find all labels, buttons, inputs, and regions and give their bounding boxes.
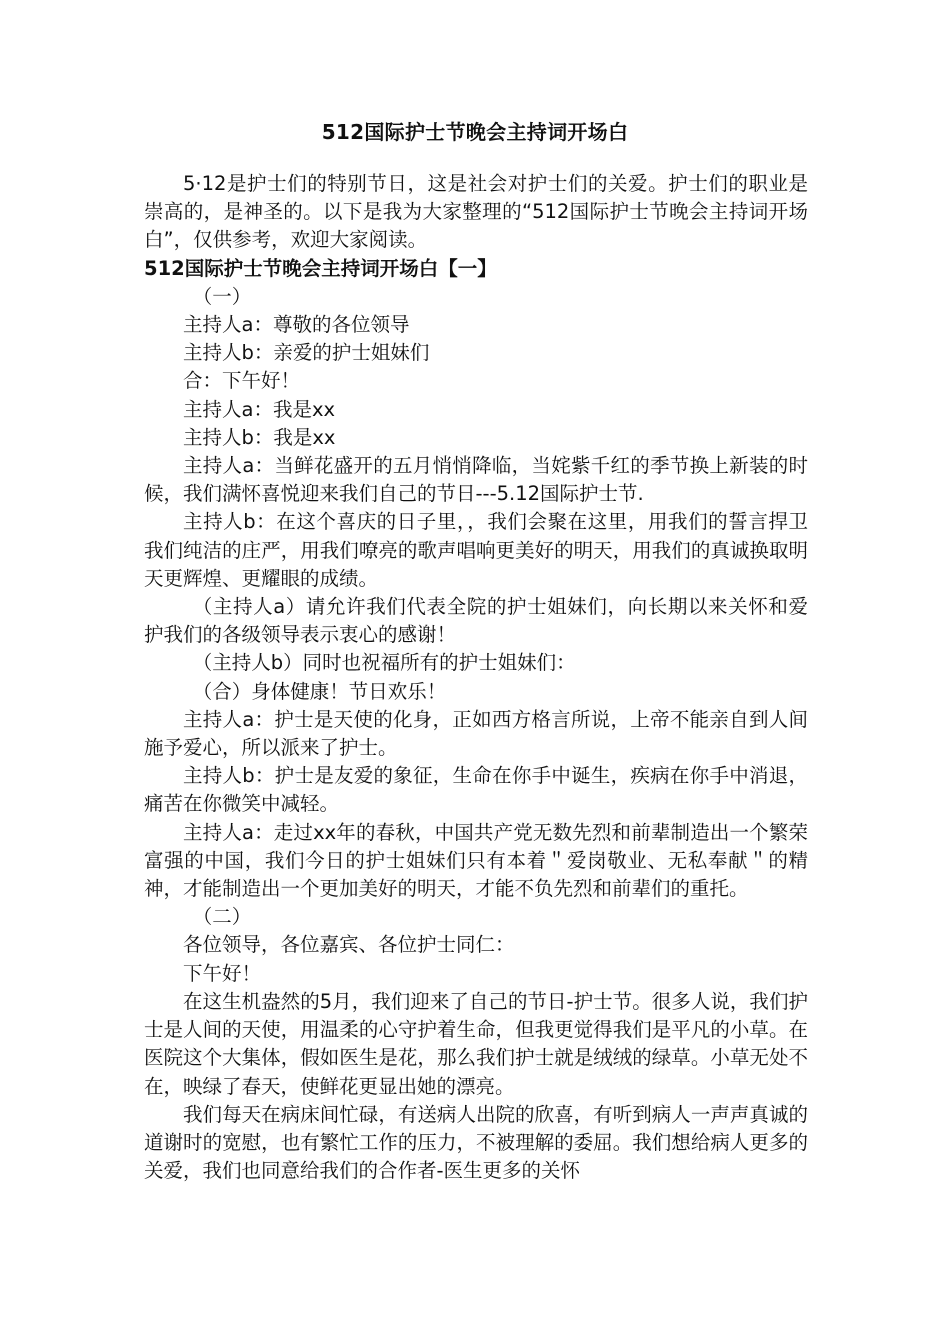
body-paragraph: 合：下午好！ xyxy=(183,369,301,393)
body-paragraph: 下午好！ xyxy=(183,961,262,985)
body-paragraph: 主持人b：护士是友爱的象征，生命在你手中诞生，疾病在你手中消退，痛苦在你微笑中减轻。 xyxy=(144,764,808,816)
body-paragraph: （主持人b）同时也祝福所有的护士姐妹们： xyxy=(192,651,576,675)
body-paragraph: 主持人a：护士是天使的化身，正如西方格言所说，上帝不能亲自到人间施予爱心，所以派来了护士。 xyxy=(144,707,808,760)
body-paragraph: 我们每天在病床间忙碌，有送病人出院的欣喜，有听到病人一声声真诚的道谢时的宽慰，也有繁忙工作的压力，不被理解的委屈。我们想给病人更多的关爱，我们也同意给我们的合作者-医生更多的关怀 xyxy=(144,1102,808,1183)
body-paragraph: 在这生机盎然的5月，我们迎来了自己的节日-护士节。很多人说，我们护士是人间的天使，用温柔的心守护着生命，但我更觉得我们是平凡的小草。在医院这个大集体，假如医生是花，那么我们护士就是绒绒的绿草。小草无处不在，映绿了春天，使鲜花更显出她的漂亮。 xyxy=(144,989,808,1098)
subsection-marker: （二） xyxy=(192,905,252,929)
section-heading: 512国际护士节晚会主持词开场白【一】 xyxy=(144,256,497,280)
body-paragraph: （主持人a）请允许我们代表全院的护士姐妹们，向长期以来关怀和爱护我们的各级领导表示衷心的感谢！ xyxy=(144,595,808,647)
body-paragraph: 主持人b：在这个喜庆的日子里，，我们会聚在这里，用我们的誓言捍卫我们纯洁的庄严，用我们嘹亮的歌声唱响更美好的明天，用我们的真诚换取明天更辉煌、更耀眼的成绩。 xyxy=(144,510,808,590)
document-body xyxy=(144,170,808,1185)
body-paragraph: 主持人a：走过xx年的春秋，中国共产党无数先烈和前辈制造出一个繁荣富强的中国，我们今日的护士姐妹们只有本着＂爱岗敬业、无私奉献＂的精神，才能制造出一个更加美好的明天，才能不负先烈和前辈们的重托。 xyxy=(144,820,808,901)
body-paragraph: 主持人a：当鲜花盛开的五月悄悄降临，当姹紫千红的季节换上新装的时候，我们满怀喜悦迎来我们自己的节日---5.12国际护士节. xyxy=(144,454,808,506)
body-paragraph: （合）身体健康！节日欢乐！ xyxy=(192,679,447,703)
body-paragraph: 主持人a：尊敬的各位领导 xyxy=(183,313,410,337)
subsection-marker: （一） xyxy=(192,284,252,308)
body-paragraph: 主持人b：亲爱的护士姐妹们 xyxy=(183,341,430,365)
intro-paragraph: 5·12是护士们的特别节日，这是社会对护士们的关爱。护士们的职业是崇高的，是神圣的。以下是我为大家整理的“512国际护士节晚会主持词开场白”，仅供参考，欢迎大家阅读。 xyxy=(144,172,808,252)
body-paragraph: 各位领导，各位嘉宾、各位护士同仁： xyxy=(183,933,515,957)
document-title: 512国际护士节晚会主持词开场白 xyxy=(321,120,629,144)
body-paragraph: 主持人a：我是xx xyxy=(183,397,336,421)
body-paragraph: 主持人b：我是xx xyxy=(183,425,336,449)
